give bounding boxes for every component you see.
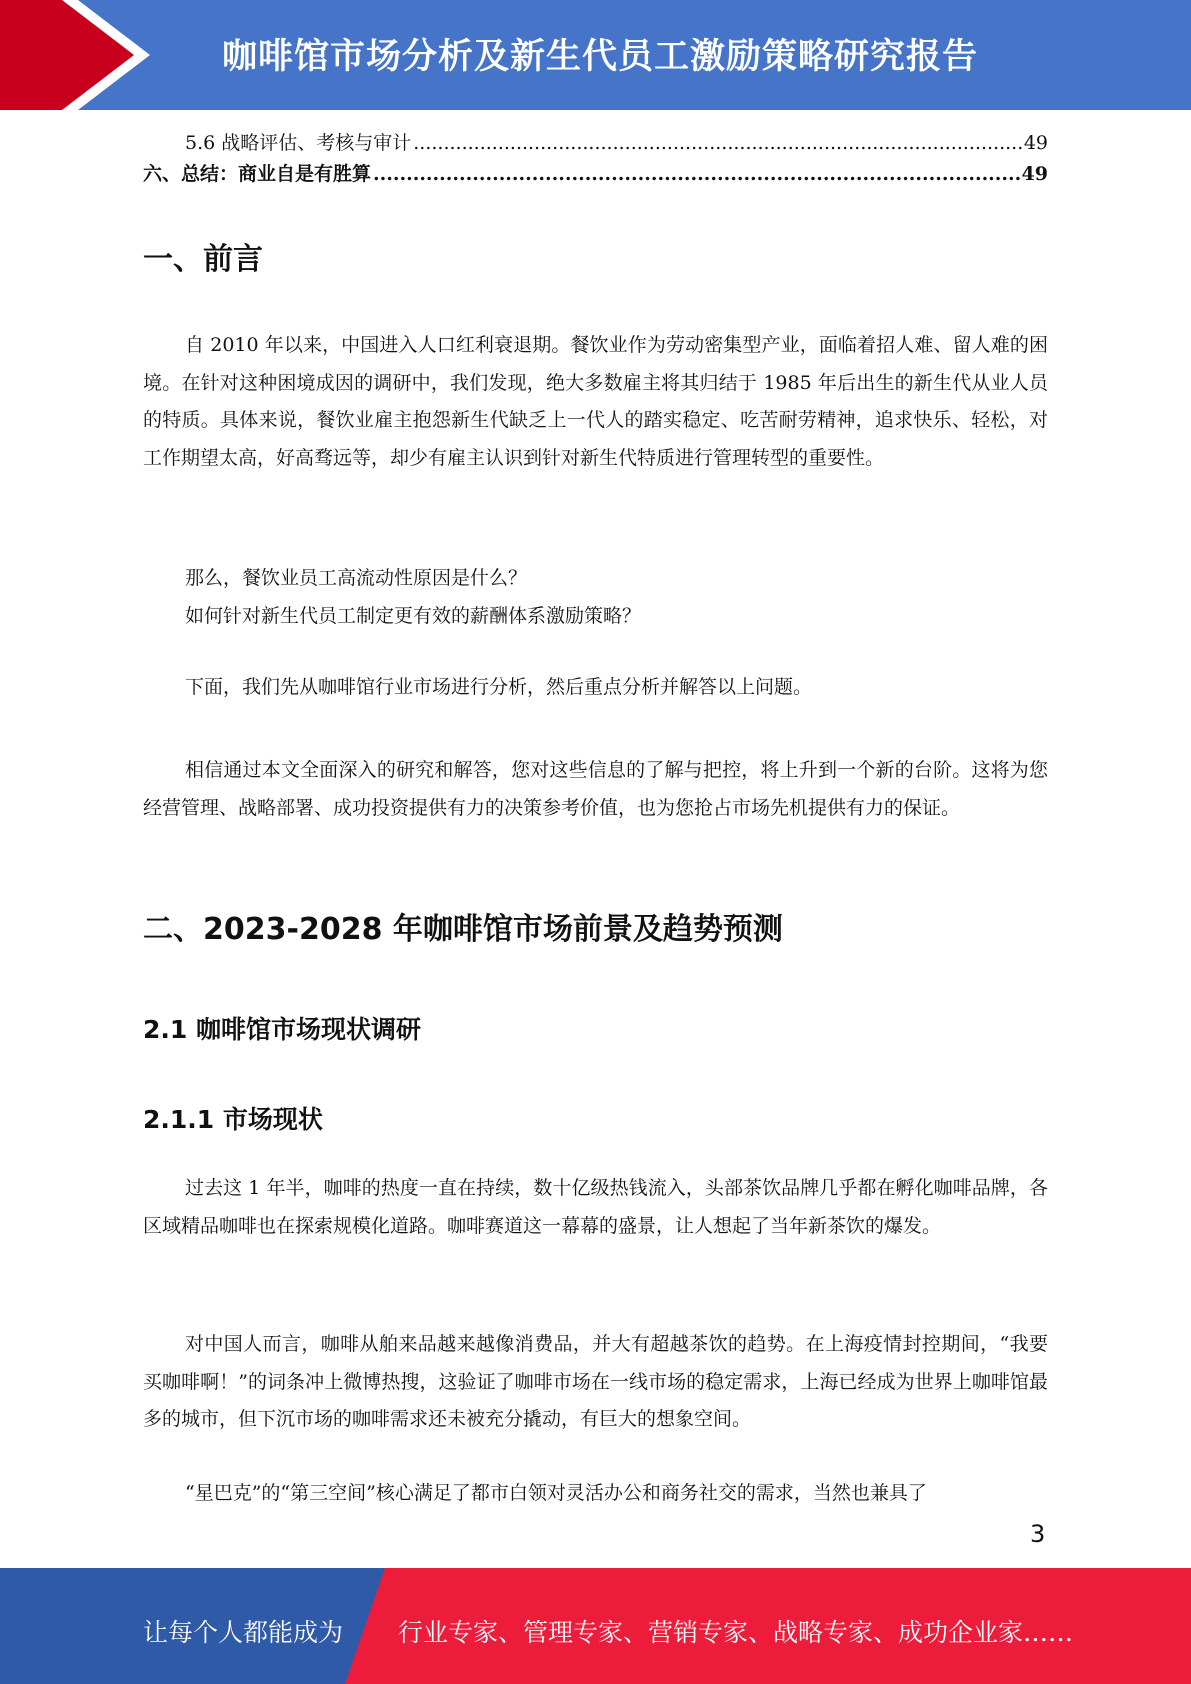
toc-leader-dots <box>373 162 1020 186</box>
body-paragraph: “星巴克”的“第三空间”核心满足了都市白领对灵活办公和商务社交的需求，当然也兼具了 <box>185 1482 927 1504</box>
subsection-heading: 2.1 咖啡馆市场现状调研 <box>143 1015 421 1044</box>
body-paragraph: 自 2010 年以来，中国进入人口红利衰退期。餐饮业作为劳动密集型产业，面临着招人难、留人难的困境。在针对这种困境成因的调研中，我们发现，绝大多数雇主将其归结于 1985 年后出生的新生代从业人员的特质。具体来说，餐饮业雇主抱怨新生代缺乏上一代人的踏实稳定、吃苦耐劳精神，追求快乐、轻松，对工作期望太高，好高骛远等，却少有雇主认识到针对新生代特质进行管理转型的重要性。 <box>143 334 1048 469</box>
body-paragraph: 对中国人而言，咖啡从舶来品越来越像消费品，并大有超越茶饮的趋势。在上海疫情封控期间，“我要买咖啡啊！”的词条冲上微博热搜，这验证了咖啡市场在一线市场的稳定需求，上海已经成为世界上咖啡馆最多的城市，但下沉市场的咖啡需求还未被充分撬动，有巨大的想象空间。 <box>143 1333 1048 1431</box>
report-title: 咖啡馆市场分析及新生代员工激励策略研究报告 <box>222 37 979 77</box>
toc-entry[interactable] <box>143 162 1048 186</box>
section-heading-preface: 一、前言 <box>143 242 263 277</box>
toc-entry[interactable] <box>143 131 1048 155</box>
header-chevron-decoration <box>0 0 160 110</box>
toc-entry-label: 六、总结：商业自是有胜算 <box>143 163 372 185</box>
subsection-heading: 2.1.1 市场现状 <box>143 1105 323 1134</box>
question-line: 如何针对新生代员工制定更有效的薪酬体系激励策略？ <box>185 605 642 627</box>
toc-leader-dots <box>413 131 1022 155</box>
body-paragraph: 下面，我们先从咖啡馆行业市场进行分析，然后重点分析并解答以上问题。 <box>185 676 813 698</box>
section-heading-forecast: 二、2023-2028 年咖啡馆市场前景及趋势预测 <box>143 912 783 947</box>
body-paragraph: 相信通过本文全面深入的研究和解答，您对这些信息的了解与把控，将上升到一个新的台阶。这将为您经营管理、战略部署、成功投资提供有力的决策参考价值，也为您抢占市场先机提供有力的保证。 <box>143 759 1048 819</box>
page-number: 3 <box>1030 1520 1046 1548</box>
footer-slogan-right: 行业专家、管理专家、营销专家、战略专家、成功企业家…… <box>398 1618 1074 1647</box>
toc-entry-label: 5.6 战略评估、考核与审计 <box>185 132 412 154</box>
page-header <box>0 0 1191 110</box>
question-line: 那么，餐饮业员工高流动性原因是什么？ <box>185 567 528 589</box>
toc-entry-page: 49 <box>1021 163 1048 185</box>
toc-entry-page: 49 <box>1023 132 1048 154</box>
page-footer <box>0 1568 1191 1684</box>
body-paragraph: 过去这 1 年半，咖啡的热度一直在持续，数十亿级热钱流入，头部茶饮品牌几乎都在孵化咖啡品牌，各区域精品咖啡也在探索规模化道路。咖啡赛道这一幕幕的盛景，让人想起了当年新茶饮的爆发。 <box>143 1177 1048 1237</box>
footer-slogan-left: 让每个人都能成为 <box>143 1618 344 1647</box>
